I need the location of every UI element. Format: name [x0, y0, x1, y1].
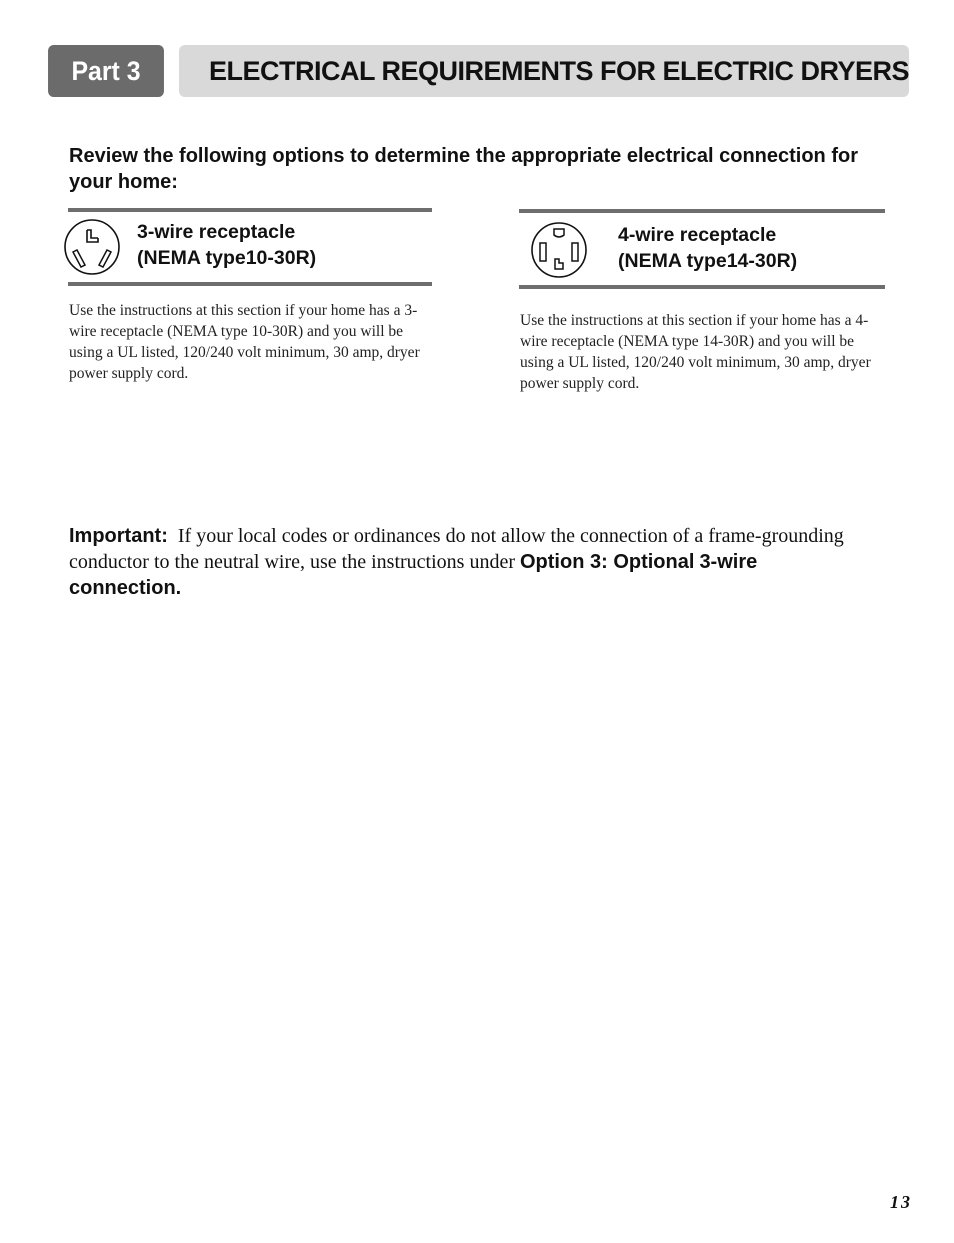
page-number: 13: [890, 1192, 912, 1212]
important-label: Important:: [69, 525, 168, 547]
intro-text: Review the following options to determine the appropriate electrical connection for your home:: [69, 145, 858, 193]
option1-title: [137, 219, 316, 271]
part-tab: [48, 45, 164, 97]
page-title: ELECTRICAL REQUIREMENTS FOR ELECTRIC DRYERS: [209, 55, 910, 86]
3-wire-receptacle-icon: [63, 218, 121, 276]
option1-title-line1: 3-wire receptacle: [137, 221, 296, 243]
option2-bottom-rule: [519, 285, 885, 289]
option1-title-line2: (NEMA type10-30R): [137, 247, 317, 269]
option2-body: Use the instructions at this section if your home has a 4-wire receptacle (NEMA type 14-30R) and you will be using a UL listed, 120/240 volt minimum, 30 amp, dryer power supply cord.: [520, 312, 871, 392]
option2-title: [618, 222, 797, 274]
option2-title-line1: 4-wire receptacle: [618, 224, 777, 246]
option1-top-rule: [68, 208, 432, 212]
title-bar: [179, 45, 909, 97]
important-text: If your local codes or ordinances do not allow the connection of a frame-grounding conductor to the neutral wire, use the instructions under: [69, 525, 844, 573]
option1-body: Use the instructions at this section if your home has a 3-wire receptacle (NEMA type 10-30R) and you will be using a UL listed, 120/240 volt minimum, 30 amp, dryer power supply cord.: [69, 302, 420, 382]
important-note: [69, 523, 869, 601]
option1-bottom-rule: [68, 282, 432, 286]
important-ref-line2: 3-wire connection.: [69, 551, 758, 599]
option2-title-line2: (NEMA type14-30R): [618, 250, 798, 272]
4-wire-receptacle-icon: [530, 221, 588, 279]
important-ref-line1: Option 3: Optional: [520, 551, 695, 573]
option2-top-rule: [519, 209, 885, 213]
part-label: Part 3: [71, 55, 141, 86]
